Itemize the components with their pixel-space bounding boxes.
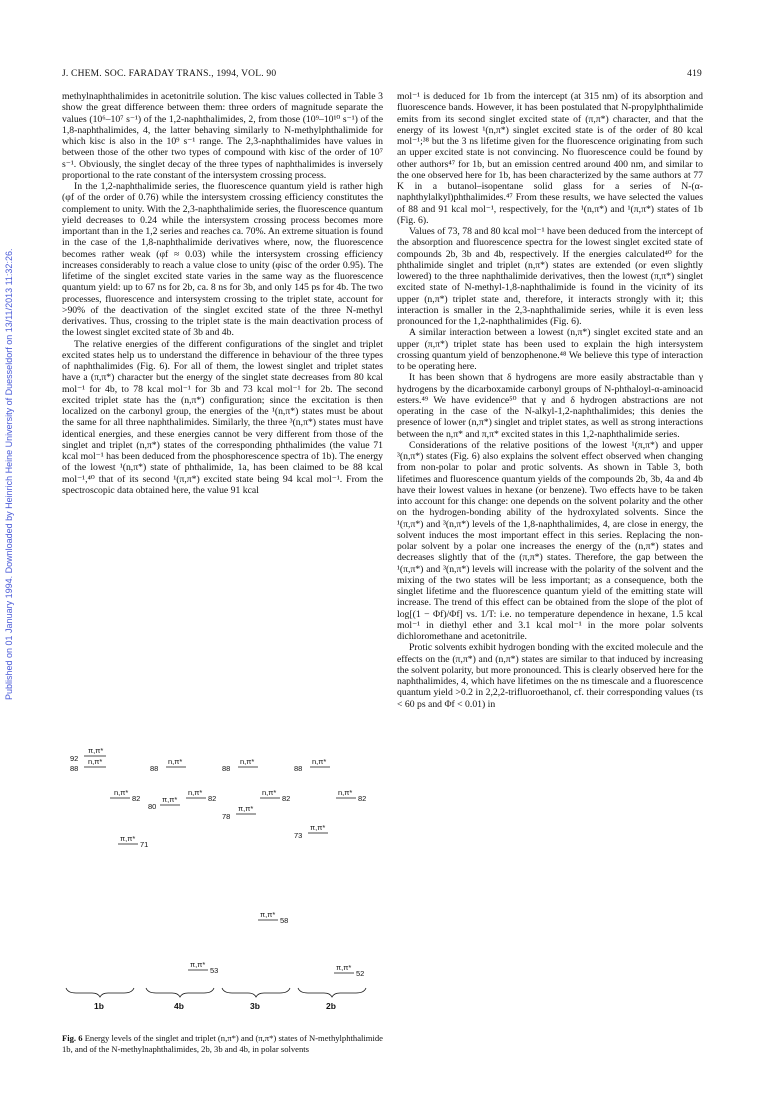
bracket — [298, 988, 366, 997]
level-value: 78 — [222, 812, 231, 821]
level-label: π,π* — [310, 823, 326, 832]
paragraph: Values of 73, 78 and 80 kcal mol⁻¹ have been deduced from the intercept of the absorption and fluorescence spectra for the lowest singlet excited state of compounds 2b, 3b and 4b, respectively. If the energies calculated⁴⁰ for the phthalimide singlet and triplet (n,π*) states are extended (or even slightly lowered) to the three naphthalimide derivatives, then the lowest (π,π*) singlet excited state of N-methyl-1,8-naphthalimide is found in the vicinity of its upper (n,π*) triplet state and, therefore, it interacts strongly with it; this interaction is smaller in the 2,3-naphthalimide series, while it is even less pronounced for the 1,2-naphthalimides (Fig. 6). — [397, 226, 703, 327]
running-header — [62, 69, 702, 83]
paragraph: Considerations of the relative positions of the lowest ¹(π,π*) and upper ³(n,π*) states (Fig. 6) also explains the solvent effect observed when changing from non-polar to polar and protic solvents. As shown in Table 3, both lifetimes and fluorescence quantum yields of the compounds 2b, 3b, 4a and 4b have their lowest values in hexane (or benzene). Two effects have to be taken into account for this change: one depends on the solvent polarity and the other on the hydrogen-bonding ability of the hydroxylated solvents. Since the ¹(π,π*) and ³(n,π*) levels of the 1,8-naphthalimides, 4, are close in energy, the solvent induces the most important effect in this series. Replacing the non-polar solvent by a polar one increases the energy of the (n,π*) states and decreases slightly that of the (π,π*) states. Therefore, the gap between the ¹(π,π*) and ³(n,π*) levels will increase with the polarity of the solvent and the mixing of the two states will be less important; as a consequence, both the singlet lifetime and the fluorescence quantum yield of the emitting state will increase. The trend of this effect can be obtained from the slope of the plot of log[(1 − Φf)/Φf] vs. 1/T: i.e. no temperature dependence in hexane, 1.5 kcal mol⁻¹ in diethyl ether and 3.1 kcal mol⁻¹ in the more polar solvents dichloromethane and acetonitrile. — [397, 439, 703, 642]
level-value: 73 — [294, 831, 303, 840]
level-label: n,π* — [312, 757, 327, 766]
level-value: 88 — [150, 764, 159, 773]
level-value: 88 — [222, 764, 231, 773]
left-column — [62, 91, 383, 496]
level-value: 53 — [210, 966, 219, 975]
compound-label: 2b — [326, 1001, 336, 1011]
level-label: π,π* — [162, 795, 178, 804]
level-value: 58 — [280, 916, 289, 925]
level-label: n,π* — [338, 788, 353, 797]
download-notice-text[interactable]: Published on 01 January 1994. Downloaded by Heinrich Heine University of Duesseldorf on 13/11/2013 11:32:26. — [4, 248, 14, 700]
level-label: π,π* — [120, 834, 136, 843]
compound-label: 3b — [250, 1001, 260, 1011]
bracket — [66, 988, 134, 997]
level-label: n,π* — [240, 757, 255, 766]
compound-label: 1b — [94, 1001, 104, 1011]
right-column — [397, 91, 703, 710]
level-value: 82 — [358, 794, 367, 803]
level-label: π,π* — [190, 960, 206, 969]
level-label: n,π* — [188, 788, 203, 797]
paragraph: In the 1,2-naphthalimide series, the fluorescence quantum yield is rather high (φf of the order of 0.76) while the intersystem crossing efficiency constitutes the complement to unity. With the 2,3-naphthalimide series, the fluorescence quantum yield decreases to 0.24 while the intersystem crossing process becomes more important than in the 1,2 series and reaches ca. 70%. An extreme situation is found in the case of the 1,8-naphthalimide derivatives where, now, the fluorescence becomes rather weak (φf ≈ 0.03) while the intersystem crossing efficiency increases considerably to reach a value close to unity (φisc of the order 0.95). The lifetime of the singlet excited state varies in the same way as the fluorescence quantum yield: up to 67 ns for 2b, ca. 8 ns for 3b, and only 145 ps for 4b. The two processes, fluorescence and intersystem crossing to the triplet state, account for >90% of the deactivation of the singlet excited state of the three N-methyl derivatives. Thus, crossing to the triplet state is the main deactivation process of the lowest singlet excited state of 3b and 4b. — [62, 181, 383, 339]
level-value: 80 — [148, 802, 157, 811]
paragraph: methylnaphthalimides in acetonitrile solution. The kisc values collected in Table 3 show the great difference between them: three orders of magnitude separate the values (10⁶–10⁷ s⁻¹) of the 1,2-naphthalimides, 2, from those (10⁹–10¹⁰ s⁻¹) of the 1,8-naphthalimides, 4, the latter behaving similarly to N-methylphthalimide for which kisc is also in the 10⁹ s⁻¹ range. The 2,3-naphthalimides have values in between those of the other two types of compound with kisc of the order of 10⁷ s⁻¹. Obviously, the singlet decay of the three types of naphthalimides is inversely proportional to the rate constant of the intersystem crossing process. — [62, 91, 383, 181]
energy-level-diagram — [62, 741, 384, 1011]
paragraph: The relative energies of the different configurations of the singlet and triplet excited states help us to understand the difference in behaviour of the three types of naphthalimides (Fig. 6). For all of them, the lowest singlet and triplet states have a (π,π*) character but the energy of the singlet state decreases from 80 kcal mol⁻¹ for 4b, to 78 kcal mol⁻¹ for 3b and 73 kcal mol⁻¹ for 2b. The second excited triplet state has the (n,π*) configuration; since the excitation is then localized on the carbonyl group, the energies of the ¹(n,π*) states must be about the same for all three naphthalimides. Similarly, the three ³(n,π*) states must have identical energies, and these energies cannot be very different from those of the singlet and triplet (n,π*) states of the corresponding phthalimides (the value 71 kcal mol⁻¹ has been deduced from the phosphorescence spectra of 1b). The energy of the lowest ¹(n,π*) state of phthalimide, 1a, has been claimed to be 88 kcal mol⁻¹,⁴⁰ that of its second ¹(π,π*) excited state being 94 kcal mol⁻¹. From the spectroscopic data obtained here, the value 91 kcal — [62, 338, 383, 496]
figure-caption — [62, 1033, 384, 1054]
level-value: 82 — [282, 794, 291, 803]
level-label: n,π* — [168, 757, 183, 766]
level-label: π,π* — [88, 746, 104, 755]
paragraph: It has been shown that δ hydrogens are more easily abstractable than γ hydrogens by the dicarboxamide carbonyl groups of N-phthaloyl-α-aminoacid esters.⁴⁹ We have evidence⁵⁰ that γ and δ hydrogen abstractions are not operating in the case of the N-alkyl-1,2-naphthalimides; this denies the presence of lower (n,π*) singlet and triplet states, as well as strong interactions between the n,π* and π,π* excited states in this 1,2-naphthalimide series. — [397, 372, 703, 440]
level-value: 92 — [70, 754, 79, 763]
level-value: 52 — [356, 969, 365, 978]
level-value: 71 — [140, 840, 149, 849]
level-value: 82 — [208, 794, 217, 803]
level-value: 82 — [132, 794, 141, 803]
level-value: 88 — [294, 764, 303, 773]
paragraph: mol⁻¹ is deduced for 1b from the intercept (at 315 nm) of its absorption and fluorescence bands. However, it has been postulated that N-propylphthalimide emits from its second singlet excited state of (π,π*) character, and that the energy of its lowest ¹(n,π*) singlet excited state is of the order of 80 kcal mol⁻¹;³⁸ but the 3 ns lifetime given for the fluorescence originating from such an upper excited state is not convincing. No fluorescence could be found by other authors⁴⁷ for 1b, but an emission centred around 400 nm, and similar to the one observed here for 1b, has been characterized by the same authors at 77 K in a butanol–isopentane solid glass for a series of N-(α-naphthylalkyl)phthalimides.⁴⁷ From these results, we have selected the values of 88 and 91 kcal mol⁻¹, respectively, for the ¹(n,π*) and ¹(π,π*) states of 1b (Fig. 6). — [397, 91, 703, 226]
level-label: n,π* — [88, 757, 103, 766]
bracket — [146, 988, 214, 997]
level-label: n,π* — [114, 788, 129, 797]
journal-title: J. CHEM. SOC. FARADAY TRANS., 1994, VOL. 90 — [62, 69, 277, 79]
paragraph: A similar interaction between a lowest (n,π*) singlet excited state and an upper (π,π*) triplet state has been used to explain the high intersystem crossing quantum yield of benzophenone.⁴⁸ We believe this type of interaction to be operating here. — [397, 327, 703, 372]
compound-label: 4b — [174, 1001, 184, 1011]
bracket — [222, 988, 290, 997]
caption-text: Energy levels of the singlet and triplet (n,π*) and (π,π*) states of N-methylphthalimide 1b, and of the N-methylnaphthalimides, 2b, 3b and 4b, in polar solvents — [62, 1033, 383, 1054]
page-number: 419 — [687, 69, 702, 79]
level-label: π,π* — [336, 963, 352, 972]
paragraph: Protic solvents exhibit hydrogen bonding with the excited molecule and the effects on the (π,π*) and (n,π*) states are similar to that induced by increasing the solvent polarity, but more pronounced. This is clearly observed here for the naphthalimides, 4, which have lifetimes on the ns timescale and a fluorescence quantum yield >0.2 in 2,2,2-trifluoroethanol, cf. their corresponding values (τs < 60 ps and Φf < 0.01) in — [397, 642, 703, 710]
energy-level-svg — [62, 741, 384, 1011]
level-label: n,π* — [262, 788, 277, 797]
level-label: π,π* — [238, 804, 254, 813]
level-label: π,π* — [260, 910, 276, 919]
caption-label: Fig. 6 — [62, 1033, 83, 1043]
level-value: 88 — [70, 764, 79, 773]
download-notice — [4, 140, 18, 700]
